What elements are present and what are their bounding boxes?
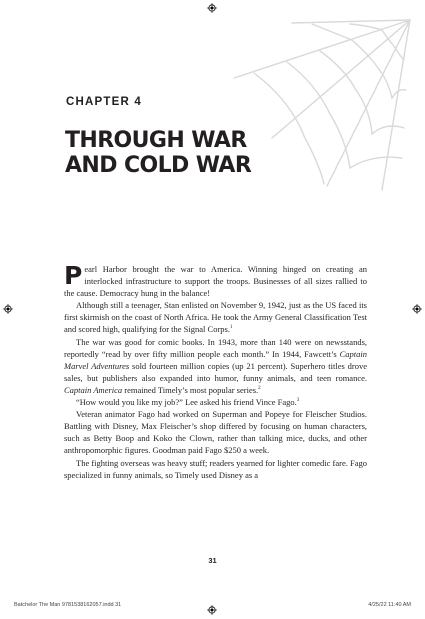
footnote-ref-3: 3	[296, 398, 300, 404]
paragraph-3	[64, 336, 367, 396]
footnote-ref-2: 2	[258, 386, 261, 392]
slug-line-left: Batchelor The Man 9781538162057.indd 31	[14, 602, 122, 608]
body-text	[64, 263, 367, 481]
paragraph-5	[64, 408, 367, 456]
title-captain-marvel-adventures: Captain Marvel Adventures	[64, 348, 367, 371]
paragraph-6	[64, 457, 367, 481]
spider-web-icon	[232, 18, 412, 193]
paragraph-3-text-a: The war was good for comic books. In 1943, more than 140 were on newsstands, reportedly “read by over fifty million people each month.” In 1944, Fawcett’s	[64, 336, 367, 359]
chapter-label: CHAPTER 4	[66, 96, 142, 108]
chapter-title-line-2: AND COLD WAR	[65, 153, 252, 178]
chapter-title-line-1: THROUGH WAR	[65, 128, 247, 153]
paragraph-4	[64, 396, 367, 408]
title-captain-america: Captain America	[64, 384, 123, 395]
paragraph-2-text: Although still a teenager, Stan enlisted on November 9, 1942, just as the US faced its first skirmish on the coast of North Africa. He took the Army General Classification Test and scored high, qualifying for the Signal Corps.	[64, 300, 367, 335]
drop-cap: P	[64, 261, 83, 290]
paragraph-2	[64, 299, 367, 335]
registration-mark-bottom-icon	[207, 605, 217, 615]
registration-mark-right-icon	[412, 304, 422, 314]
paragraph-4-text: “How would you like my job?” Lee asked his friend Vince Fago.	[76, 397, 297, 408]
registration-mark-left-icon	[3, 304, 13, 314]
page-number: 31	[208, 556, 217, 565]
slug-line-right: 4/25/22 11:40 AM	[368, 602, 411, 608]
registration-mark-top-icon	[207, 3, 217, 13]
paragraph-3-text-b: sold fourteen million copies (up 21 percent). Superhero titles drove sales, but publishers also expanded into humor, funny animals, and teen romance.	[64, 360, 367, 383]
paragraph-1-text: earl Harbor brought the war to America. Winning hinged on creating an interlocked infrastructure to support the troops. Businesses of all sizes rallied to the cause. Democracy hung in the balance!	[64, 264, 367, 299]
paragraph-6-text: The fighting overseas was heavy stuff; readers yearned for lighter comedic fare. Fago specialized in funny animals, so Timely used Disney as a	[64, 457, 367, 480]
paragraph-1	[64, 263, 367, 299]
chapter-title	[65, 128, 251, 178]
footnote-ref-1: 1	[229, 325, 233, 331]
paragraph-5-text: Veteran animator Fago had worked on Superman and Popeye for Fleischer Studios. Battling with Disney, Max Fleischer’s shop differed by focusing on human characters, such as Betty Boop and Koko the Clown, rather than talking mice, ducks, and other anthropomorphic figures. Goodman paid Fago $250 a week.	[64, 409, 367, 456]
paragraph-3-text-c: remained Timely’s most popular series.	[122, 384, 259, 395]
